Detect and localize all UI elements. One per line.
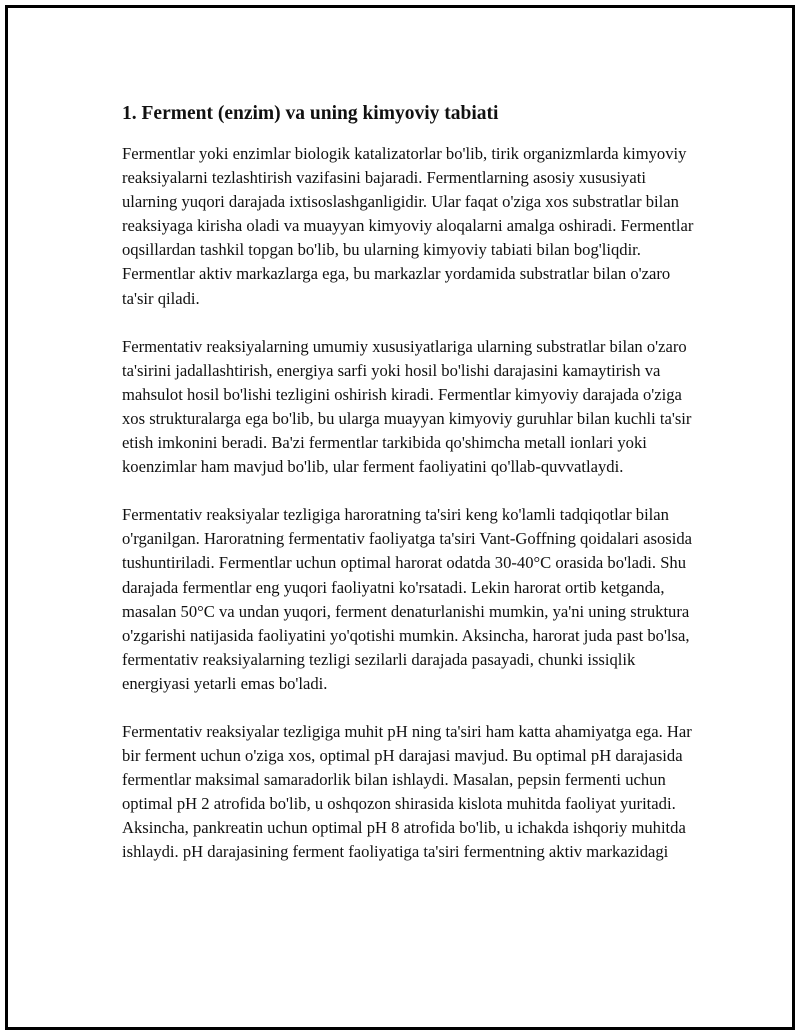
page-frame [5, 5, 795, 1030]
paragraph-4: Fermentativ reaksiyalar tezligiga muhit pH ning ta'siri ham katta ahamiyatga ega. Har bir ferment uchun o'ziga xos, optimal pH darajasi mavjud. Bu optimal pH darajasida fermentlar maksimal samaradorlik bilan ishlaydi. Masalan, pepsin fermenti uchun optimal pH 2 atrofida bo'lib, u oshqozon shirasida kislota muhitda faoliyat yuritadi. Aksincha, pankreatin uchun optimal pH 8 atrofida bo'lib, u ichakda ishqoriy muhitda ishlaydi. pH darajasining ferment faoliyatiga ta'siri fermentning aktiv markazidagi [122, 721, 692, 862]
section-heading: 1. Ferment (enzim) va uning kimyoviy tabiati [122, 103, 499, 124]
paragraph-1: Fermentlar yoki enzimlar biologik katalizatorlar bo'lib, tirik organizmlarda kimyoviy reaksiyalarni tezlashtirish vazifasini bajaradi. Fermentlarning asosiy xususiyati ularning yuqori darajada ixtisoslashganligidir. Ular faqat o'ziga xos substratlar bilan reaksiyaga kirisha oladi va muayyan kimyoviy aloqalarni amalga oshiradi. Fermentlar oqsillardan tashkil topgan bo'lib, bu ularning kimyoviy tabiati bilan bog'liqdir. Fermentlar aktiv markazlarga ega, bu markazlar yordamida substratlar bilan o'zaro ta'sir qiladi. [122, 144, 694, 308]
paragraph-3: Fermentativ reaksiyalar tezligiga haroratning ta'siri keng ko'lamli tadqiqotlar bilan o'rganilgan. Haroratning fermentativ faoliyatga ta'siri Vant-Goffning qoidalari asosida tushuntiriladi. Fermentlar uchun optimal harorat odatda 30-40°C orasida bo'ladi. Shu darajada fermentlar eng yuqori faoliyatni ko'rsatadi. Lekin harorat ortib ketganda, masalan 50°C va undan yuqori, ferment denaturlanishi mumkin, ya'ni uning struktura o'zgarishi natijasida faoliyatini yo'qotishi mumkin. Aksincha, harorat juda past bo'lsa, fermentativ reaksiyalarning tezligi sezilarli darajada pasayadi, chunki issiqlik energiyasi yetarli emas bo'ladi. [122, 505, 693, 693]
paragraph-2: Fermentativ reaksiyalarning umumiy xususiyatlariga ularning substratlar bilan o'zaro ta'sirini jadallashtirish, energiya sarfi yoki hosil bo'lishi darajasini kamaytirish va mahsulot hosil bo'lishi tezligini oshirish kiradi. Fermentlar kimyoviy darajada o'ziga xos strukturalarga ega bo'lib, bu ularga muayyan kimyoviy guruhlar bilan kuchli ta'sir etish imkonini beradi. Ba'zi fermentlar tarkibida qo'shimcha metall ionlari yoki koenzimlar ham mavjud bo'lib, ular ferment faoliyatini qo'llab-quvvatlaydi. [122, 336, 692, 477]
document-body [122, 100, 694, 865]
